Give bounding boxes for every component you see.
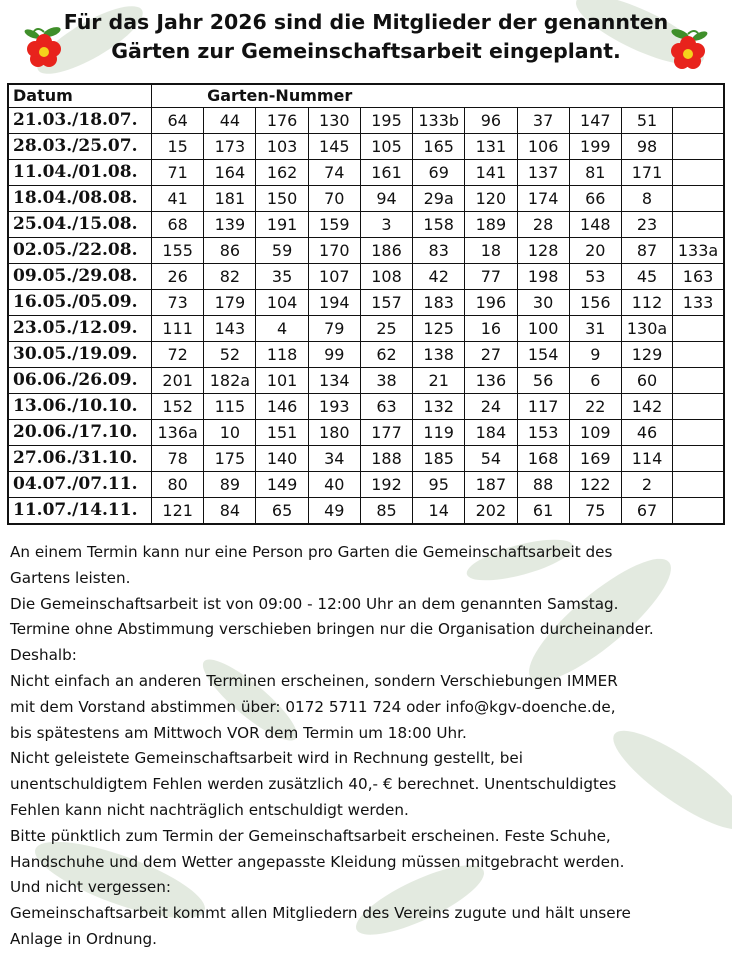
garden-number-cell: 24 (465, 394, 517, 420)
garden-number-cell: 38 (360, 368, 412, 394)
table-row (8, 290, 724, 316)
garden-number-cell: 67 (621, 498, 672, 525)
garden-number-cell: 184 (465, 420, 517, 446)
garden-number-cell: 198 (517, 264, 569, 290)
garden-number-cell: 136 (465, 368, 517, 394)
garden-number-cell: 192 (360, 472, 412, 498)
garden-number-cell: 137 (517, 160, 569, 186)
garden-number-cell: 10 (204, 420, 256, 446)
note-line: Die Gemeinschaftsarbeit ist von 09:00 - 12:00 Uhr an dem genannten Samstag. (10, 594, 619, 613)
garden-number-cell (673, 472, 724, 498)
garden-number-cell: 131 (465, 134, 517, 160)
garden-number-cell: 80 (152, 472, 204, 498)
note-line: mit dem Vorstand abstimmen über: 0172 5711 724 oder info@kgv-doenche.de, (10, 697, 616, 716)
garden-number-cell: 31 (569, 316, 621, 342)
garden-number-cell: 181 (204, 186, 256, 212)
garden-number-cell: 15 (152, 134, 204, 160)
garden-number-cell: 138 (413, 342, 465, 368)
garden-number-cell: 20 (569, 238, 621, 264)
garden-number-cell: 16 (465, 316, 517, 342)
date-cell: 21.03./18.07. (8, 108, 152, 134)
garden-number-cell: 8 (621, 186, 672, 212)
garden-number-cell: 35 (256, 264, 308, 290)
title-line-1: Für das Jahr 2026 sind die Mitglieder der genannten (63, 10, 669, 34)
garden-number-cell: 40 (308, 472, 360, 498)
date-cell: 06.06./26.09. (8, 368, 152, 394)
garden-number-cell (673, 342, 724, 368)
date-cell: 30.05./19.09. (8, 342, 152, 368)
date-cell: 18.04./08.08. (8, 186, 152, 212)
garden-number-cell: 62 (360, 342, 412, 368)
table-row (8, 108, 724, 134)
note-line: unentschuldigtem Fehlen werden zusätzlich 40,- € berechnet. Unentschuldigtes (10, 775, 617, 794)
garden-number-cell: 22 (569, 394, 621, 420)
garden-number-cell: 82 (204, 264, 256, 290)
garden-number-cell: 112 (621, 290, 672, 316)
garden-number-cell: 148 (569, 212, 621, 238)
garden-number-cell: 89 (204, 472, 256, 498)
garden-number-cell: 25 (360, 316, 412, 342)
garden-number-cell: 27 (465, 342, 517, 368)
garden-number-cell: 101 (256, 368, 308, 394)
notes-section (10, 540, 726, 953)
garden-number-cell: 99 (308, 342, 360, 368)
garden-number-cell: 72 (152, 342, 204, 368)
page-title (60, 8, 672, 66)
date-cell: 28.03./25.07. (8, 134, 152, 160)
garden-number-cell: 94 (360, 186, 412, 212)
garden-number-cell: 202 (465, 498, 517, 525)
garden-number-cell (673, 186, 724, 212)
garden-number-cell: 168 (517, 446, 569, 472)
column-header-date: Datum (8, 84, 152, 108)
garden-number-cell: 171 (621, 160, 672, 186)
garden-number-cell: 66 (569, 186, 621, 212)
garden-number-cell: 69 (413, 160, 465, 186)
garden-number-cell (673, 316, 724, 342)
garden-number-cell (673, 212, 724, 238)
note-line: Nicht einfach an anderen Terminen erscheinen, sondern Verschiebungen IMMER (10, 671, 618, 690)
table-row (8, 316, 724, 342)
garden-number-cell: 165 (413, 134, 465, 160)
note-line: Gartens leisten. (10, 568, 131, 587)
garden-number-cell: 51 (621, 108, 672, 134)
garden-number-cell: 74 (308, 160, 360, 186)
garden-number-cell: 133b (413, 108, 465, 134)
date-cell: 23.05./12.09. (8, 316, 152, 342)
date-cell: 20.06./17.10. (8, 420, 152, 446)
garden-number-cell: 182a (204, 368, 256, 394)
garden-number-cell: 49 (308, 498, 360, 525)
garden-number-cell: 163 (673, 264, 724, 290)
garden-number-cell: 41 (152, 186, 204, 212)
garden-number-cell: 59 (256, 238, 308, 264)
garden-number-cell: 96 (465, 108, 517, 134)
garden-number-cell: 159 (308, 212, 360, 238)
garden-number-cell: 177 (360, 420, 412, 446)
garden-number-cell: 132 (413, 394, 465, 420)
garden-number-cell: 88 (517, 472, 569, 498)
garden-number-cell: 173 (204, 134, 256, 160)
garden-number-cell: 133 (673, 290, 724, 316)
garden-number-cell: 52 (204, 342, 256, 368)
date-cell: 02.05./22.08. (8, 238, 152, 264)
garden-number-cell: 75 (569, 498, 621, 525)
garden-number-cell: 73 (152, 290, 204, 316)
garden-number-cell (673, 160, 724, 186)
date-cell: 11.04./01.08. (8, 160, 152, 186)
garden-number-cell: 146 (256, 394, 308, 420)
garden-number-cell: 86 (204, 238, 256, 264)
garden-number-cell: 147 (569, 108, 621, 134)
header (0, 0, 732, 78)
garden-number-cell: 2 (621, 472, 672, 498)
garden-number-cell: 169 (569, 446, 621, 472)
garden-number-cell: 183 (413, 290, 465, 316)
garden-number-cell: 189 (465, 212, 517, 238)
garden-number-cell: 193 (308, 394, 360, 420)
garden-number-cell: 191 (256, 212, 308, 238)
table-row (8, 160, 724, 186)
garden-number-cell: 46 (621, 420, 672, 446)
garden-number-cell: 121 (152, 498, 204, 525)
note-line: An einem Termin kann nur eine Person pro Garten die Gemeinschaftsarbeit des (10, 543, 613, 561)
garden-number-cell: 195 (360, 108, 412, 134)
garden-number-cell: 34 (308, 446, 360, 472)
date-cell: 04.07./07.11. (8, 472, 152, 498)
garden-number-cell: 106 (517, 134, 569, 160)
garden-number-cell: 133a (673, 238, 724, 264)
garden-number-cell: 21 (413, 368, 465, 394)
garden-number-cell: 109 (569, 420, 621, 446)
date-cell: 09.05./29.08. (8, 264, 152, 290)
garden-number-cell: 194 (308, 290, 360, 316)
garden-number-cell: 23 (621, 212, 672, 238)
garden-number-cell: 185 (413, 446, 465, 472)
garden-number-cell: 3 (360, 212, 412, 238)
date-cell: 25.04./15.08. (8, 212, 152, 238)
table-row (8, 238, 724, 264)
garden-number-cell: 142 (621, 394, 672, 420)
garden-number-cell: 153 (517, 420, 569, 446)
garden-number-cell: 83 (413, 238, 465, 264)
garden-number-cell: 42 (413, 264, 465, 290)
garden-number-cell: 145 (308, 134, 360, 160)
garden-number-cell: 68 (152, 212, 204, 238)
garden-number-cell: 45 (621, 264, 672, 290)
garden-number-cell: 84 (204, 498, 256, 525)
garden-number-cell: 61 (517, 498, 569, 525)
flower-icon (666, 28, 710, 72)
table-row (8, 472, 724, 498)
garden-number-cell: 149 (256, 472, 308, 498)
table-row (8, 368, 724, 394)
garden-number-cell: 56 (517, 368, 569, 394)
garden-number-cell: 115 (204, 394, 256, 420)
garden-number-cell (673, 368, 724, 394)
garden-number-cell: 18 (465, 238, 517, 264)
garden-number-cell: 136a (152, 420, 204, 446)
garden-number-cell: 14 (413, 498, 465, 525)
garden-number-cell: 157 (360, 290, 412, 316)
garden-number-cell: 187 (465, 472, 517, 498)
garden-number-cell: 79 (308, 316, 360, 342)
garden-number-cell: 105 (360, 134, 412, 160)
garden-number-cell: 114 (621, 446, 672, 472)
garden-number-cell: 134 (308, 368, 360, 394)
garden-number-cell: 100 (517, 316, 569, 342)
garden-number-cell: 151 (256, 420, 308, 446)
garden-number-cell: 44 (204, 108, 256, 134)
garden-number-cell: 81 (569, 160, 621, 186)
garden-number-cell: 175 (204, 446, 256, 472)
garden-number-cell: 186 (360, 238, 412, 264)
garden-number-cell: 107 (308, 264, 360, 290)
garden-number-cell: 108 (360, 264, 412, 290)
garden-number-cell: 4 (256, 316, 308, 342)
garden-number-cell: 95 (413, 472, 465, 498)
garden-number-cell: 71 (152, 160, 204, 186)
title-line-2: Gärten zur Gemeinschaftsarbeit eingeplant. (111, 39, 621, 63)
garden-number-cell: 143 (204, 316, 256, 342)
table-header-row (8, 84, 724, 108)
garden-number-cell (673, 446, 724, 472)
date-cell: 13.06./10.10. (8, 394, 152, 420)
garden-number-cell: 164 (204, 160, 256, 186)
table-row (8, 134, 724, 160)
garden-number-cell: 174 (517, 186, 569, 212)
note-line: bis spätestens am Mittwoch VOR dem Termin um 18:00 Uhr. (10, 723, 467, 742)
garden-number-cell: 139 (204, 212, 256, 238)
garden-number-cell: 140 (256, 446, 308, 472)
table-row (8, 446, 724, 472)
garden-number-cell: 104 (256, 290, 308, 316)
table-row (8, 420, 724, 446)
garden-number-cell: 9 (569, 342, 621, 368)
date-cell: 16.05./05.09. (8, 290, 152, 316)
table-row (8, 264, 724, 290)
garden-number-cell: 129 (621, 342, 672, 368)
garden-number-cell: 54 (465, 446, 517, 472)
note-line: Termine ohne Abstimmung verschieben bringen nur die Organisation durcheinander. (10, 620, 654, 639)
garden-number-cell: 64 (152, 108, 204, 134)
garden-number-cell: 180 (308, 420, 360, 446)
garden-number-cell: 161 (360, 160, 412, 186)
column-header-garden-number: Garten-Nummer (152, 84, 724, 108)
garden-number-cell: 118 (256, 342, 308, 368)
note-line: Und nicht vergessen: (10, 878, 172, 897)
date-cell: 27.06./31.10. (8, 446, 152, 472)
garden-number-cell: 63 (360, 394, 412, 420)
garden-number-cell (673, 420, 724, 446)
garden-number-cell (673, 108, 724, 134)
table-row (8, 186, 724, 212)
garden-number-cell (673, 134, 724, 160)
garden-number-cell (673, 498, 724, 525)
garden-number-cell: 130 (308, 108, 360, 134)
garden-number-cell: 6 (569, 368, 621, 394)
garden-number-cell: 128 (517, 238, 569, 264)
garden-number-cell: 26 (152, 264, 204, 290)
garden-number-cell: 111 (152, 316, 204, 342)
garden-number-cell: 152 (152, 394, 204, 420)
note-line: Nicht geleistete Gemeinschaftsarbeit wird in Rechnung gestellt, bei (10, 749, 523, 768)
garden-number-cell: 179 (204, 290, 256, 316)
garden-number-cell (673, 394, 724, 420)
garden-number-cell: 125 (413, 316, 465, 342)
table-row (8, 342, 724, 368)
garden-number-cell: 156 (569, 290, 621, 316)
garden-number-cell: 162 (256, 160, 308, 186)
garden-number-cell: 117 (517, 394, 569, 420)
garden-number-cell: 120 (465, 186, 517, 212)
garden-number-cell: 103 (256, 134, 308, 160)
note-line: Fehlen kann nicht nachträglich entschuldigt werden. (10, 800, 409, 819)
table-row (8, 394, 724, 420)
garden-number-cell: 30 (517, 290, 569, 316)
garden-number-cell: 119 (413, 420, 465, 446)
garden-number-cell: 53 (569, 264, 621, 290)
garden-number-cell: 85 (360, 498, 412, 525)
schedule-table (7, 83, 725, 525)
garden-number-cell: 154 (517, 342, 569, 368)
table-row (8, 212, 724, 238)
garden-number-cell: 196 (465, 290, 517, 316)
garden-number-cell: 201 (152, 368, 204, 394)
garden-number-cell: 98 (621, 134, 672, 160)
garden-number-cell: 70 (308, 186, 360, 212)
garden-number-cell: 158 (413, 212, 465, 238)
garden-number-cell: 122 (569, 472, 621, 498)
garden-number-cell: 199 (569, 134, 621, 160)
garden-number-cell: 78 (152, 446, 204, 472)
garden-number-cell: 150 (256, 186, 308, 212)
garden-number-cell: 130a (621, 316, 672, 342)
note-line: Deshalb: (10, 646, 77, 665)
garden-number-cell: 170 (308, 238, 360, 264)
note-line: Anlage in Ordnung. (10, 929, 157, 948)
garden-number-cell: 28 (517, 212, 569, 238)
date-cell: 11.07./14.11. (8, 498, 152, 525)
note-line: Handschuhe und dem Wetter angepasste Kleidung müssen mitgebracht werden. (10, 852, 625, 871)
table-row (8, 498, 724, 525)
note-line: Gemeinschaftsarbeit kommt allen Mitgliedern des Vereins zugute und hält unsere (10, 904, 631, 923)
garden-number-cell: 87 (621, 238, 672, 264)
garden-number-cell: 176 (256, 108, 308, 134)
garden-number-cell: 141 (465, 160, 517, 186)
garden-number-cell: 65 (256, 498, 308, 525)
garden-number-cell: 188 (360, 446, 412, 472)
garden-number-cell: 60 (621, 368, 672, 394)
garden-number-cell: 77 (465, 264, 517, 290)
note-line: Bitte pünktlich zum Termin der Gemeinschaftsarbeit erscheinen. Feste Schuhe, (10, 826, 611, 845)
garden-number-cell: 29a (413, 186, 465, 212)
garden-number-cell: 37 (517, 108, 569, 134)
garden-number-cell: 155 (152, 238, 204, 264)
